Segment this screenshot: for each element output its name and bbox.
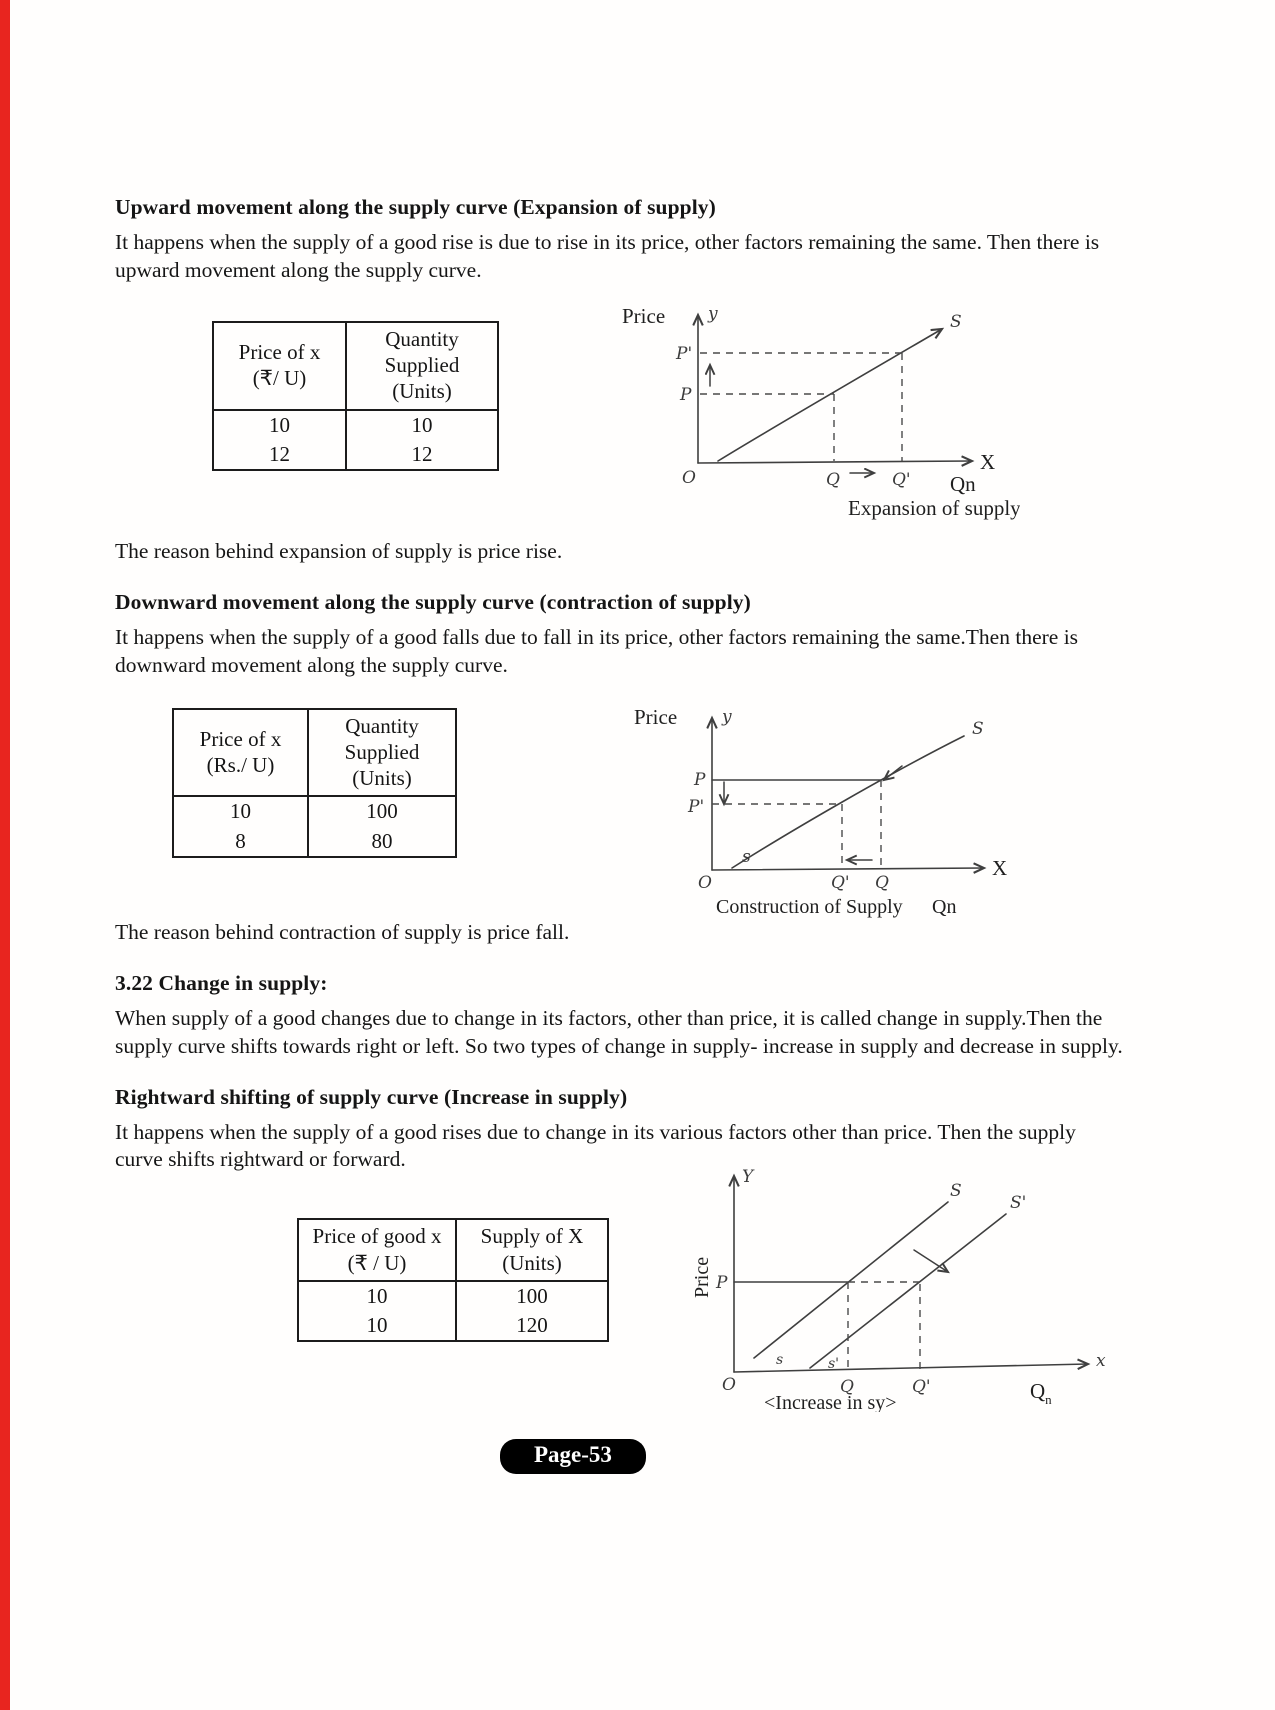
table-header-row bbox=[298, 1219, 608, 1281]
cell-quantity: 80 bbox=[371, 828, 393, 853]
header-line: Supplied (Units) bbox=[344, 739, 420, 791]
q-left-label: Q bbox=[826, 469, 840, 490]
col-header-supply bbox=[456, 1219, 608, 1281]
supply-schedule-table-expansion bbox=[212, 321, 499, 471]
contraction-supply-diagram bbox=[632, 692, 1032, 925]
supply-curve bbox=[732, 736, 964, 868]
header-line: Quantity bbox=[345, 713, 419, 738]
qn-subscript: n bbox=[1045, 1392, 1052, 1408]
table-row bbox=[173, 796, 456, 826]
supply-schedule-table-increase bbox=[297, 1218, 609, 1342]
y-hand-label: y bbox=[708, 303, 718, 324]
qn-label: Qn bbox=[932, 895, 957, 918]
p-lower-label: P bbox=[680, 384, 692, 405]
supply-curve-s bbox=[754, 1202, 948, 1358]
cell-quantity: 10 bbox=[411, 412, 433, 437]
p-upper-label: P' bbox=[676, 343, 693, 364]
page-content bbox=[115, 195, 1127, 1474]
price-axis-label-rotated: Price bbox=[692, 1257, 713, 1299]
diagram-caption: Construction of Supply bbox=[716, 895, 903, 918]
col-header-price bbox=[173, 709, 308, 797]
table-row bbox=[213, 410, 498, 440]
contraction-diagram-svg bbox=[632, 692, 1032, 920]
heading-increase-in-supply: Rightward shifting of supply curve (Increase in supply) bbox=[115, 1084, 628, 1109]
header-line: Supply of X bbox=[480, 1224, 584, 1249]
heading-contraction: Downward movement along the supply curve (contraction of supply) bbox=[115, 589, 751, 614]
qn-label bbox=[1030, 1379, 1052, 1407]
cell-supply: 120 bbox=[516, 1313, 548, 1338]
col-header-quantity bbox=[346, 322, 498, 410]
header-line: (Rs./ U) bbox=[206, 753, 275, 778]
supply-curve-s-prime-label: S' bbox=[1010, 1193, 1027, 1214]
paragraph-contraction: It happens when the supply of a good falls due to fall in its price, other factors remaining the same.Then there is downward movement along the supply curve. bbox=[115, 624, 1079, 677]
price-axis-label: Price bbox=[622, 303, 666, 328]
x-axis bbox=[734, 1364, 1088, 1372]
increase-supply-diagram bbox=[692, 1150, 1122, 1417]
cell-price: 10 bbox=[298, 1311, 456, 1341]
cell-price: 10 bbox=[298, 1281, 456, 1311]
expansion-note: The reason behind expansion of supply is price rise. bbox=[115, 538, 563, 563]
col-header-price bbox=[213, 322, 346, 410]
expansion-diagram-svg bbox=[620, 291, 1020, 523]
table-row bbox=[173, 827, 456, 857]
curve-direction-arrow bbox=[884, 766, 902, 780]
heading-expansion: Upward movement along the supply curve (Expansion of supply) bbox=[115, 195, 716, 219]
table-header-row bbox=[173, 709, 456, 797]
table-header-row bbox=[213, 322, 498, 410]
cell-price: 10 bbox=[213, 410, 346, 440]
supply-curve-s-prime bbox=[810, 1214, 1006, 1368]
header-line: (Units) bbox=[502, 1250, 562, 1275]
supply-schedule-table-contraction bbox=[172, 708, 457, 858]
diagram-caption: <Increase in sy> bbox=[764, 1392, 897, 1413]
contraction-note: The reason behind contraction of supply is price fall. bbox=[115, 919, 570, 944]
table-row bbox=[298, 1281, 608, 1311]
supply-curve-label: S bbox=[950, 311, 962, 332]
origin-label: O bbox=[722, 1375, 736, 1396]
supply-curve-s-label: S bbox=[950, 1181, 962, 1202]
origin-label: O bbox=[682, 467, 696, 488]
supply-curve bbox=[718, 329, 942, 461]
paragraph-increase-in-supply: It happens when the supply of a good rises due to change in its various factors other than price. Then the supply curve shifts rightward or forward. bbox=[115, 1119, 1076, 1172]
p-label: P bbox=[716, 1273, 728, 1294]
x-axis-label: X bbox=[980, 449, 996, 474]
table-row bbox=[298, 1311, 608, 1341]
q-right-label: Q bbox=[875, 872, 889, 893]
paragraph-expansion: It happens when the supply of a good rise is due to rise in its price, other factors remaining the same. Then there is upward movement along the supply curve. bbox=[115, 230, 1100, 282]
cell-supply: 100 bbox=[516, 1283, 548, 1308]
col-header-price bbox=[298, 1219, 456, 1281]
supply-curve-label: S bbox=[972, 718, 984, 739]
supply-curve-lower-label: s bbox=[742, 846, 751, 867]
header-line: Price of good x bbox=[312, 1224, 442, 1249]
p-lower-label: P' bbox=[688, 796, 705, 817]
q-right-label: Q' bbox=[892, 469, 911, 490]
expansion-supply-diagram bbox=[620, 291, 1020, 528]
section-expansion bbox=[115, 195, 1127, 566]
origin-label: O bbox=[698, 872, 712, 893]
x-axis bbox=[712, 868, 984, 870]
y-hand-label: y bbox=[722, 706, 732, 727]
header-line: (₹ / U) bbox=[347, 1250, 407, 1275]
paragraph-change-in-supply: When supply of a good changes due to change in its factors, other than price, it is called change in supply.Then the supply curve shifts towards right or left. So two types of change in supply- increase in supply and decrease in supply. bbox=[115, 1005, 1123, 1058]
expansion-table-diagram-row bbox=[115, 291, 1127, 528]
cell-price: 10 bbox=[173, 796, 308, 826]
x-axis bbox=[698, 461, 972, 463]
header-line: (₹/ U) bbox=[252, 366, 307, 391]
heading-change-in-supply: 3.22 Change in supply: bbox=[115, 970, 328, 995]
x-axis-label: X bbox=[992, 855, 1008, 880]
cell-quantity: 100 bbox=[366, 799, 398, 824]
qn-label: Qn bbox=[950, 471, 976, 496]
header-line: Quantity bbox=[385, 326, 459, 351]
q-left-label: Q bbox=[840, 1377, 854, 1398]
s-hand-lower-label: s bbox=[776, 1352, 784, 1369]
section-change-in-supply bbox=[115, 971, 1127, 1061]
section-increase-in-supply bbox=[115, 1085, 1127, 1475]
rightward-shift-arrow bbox=[914, 1250, 948, 1272]
section-contraction bbox=[115, 590, 1127, 947]
increase-table-diagram-row bbox=[115, 1167, 1127, 1417]
price-axis-label: Price bbox=[634, 704, 678, 729]
header-line: Price of x bbox=[199, 726, 282, 751]
cell-price: 8 bbox=[173, 827, 308, 857]
diagram-caption: Expansion of supply bbox=[848, 495, 1020, 520]
header-line: Supplied (Units) bbox=[384, 353, 460, 404]
s-prime-hand-lower-label: s' bbox=[828, 1356, 840, 1373]
q-left-label: Q' bbox=[831, 872, 850, 893]
header-line: Price of x bbox=[238, 340, 321, 364]
x-axis-label: x bbox=[1096, 1351, 1106, 1372]
left-margin-stripe bbox=[0, 0, 10, 1710]
col-header-quantity bbox=[308, 709, 456, 797]
q-right-label: Q' bbox=[912, 1377, 931, 1398]
p-upper-label: P bbox=[694, 769, 706, 790]
page-number-badge: Page-53 bbox=[500, 1439, 646, 1474]
cell-price: 12 bbox=[213, 440, 346, 470]
contraction-table-diagram-row bbox=[115, 694, 1127, 925]
qn-letter: Q bbox=[1030, 1379, 1046, 1404]
cell-quantity: 12 bbox=[411, 441, 433, 466]
increase-diagram-svg bbox=[692, 1150, 1122, 1412]
table-row bbox=[213, 440, 498, 470]
y-hand-label: Y bbox=[742, 1167, 754, 1188]
